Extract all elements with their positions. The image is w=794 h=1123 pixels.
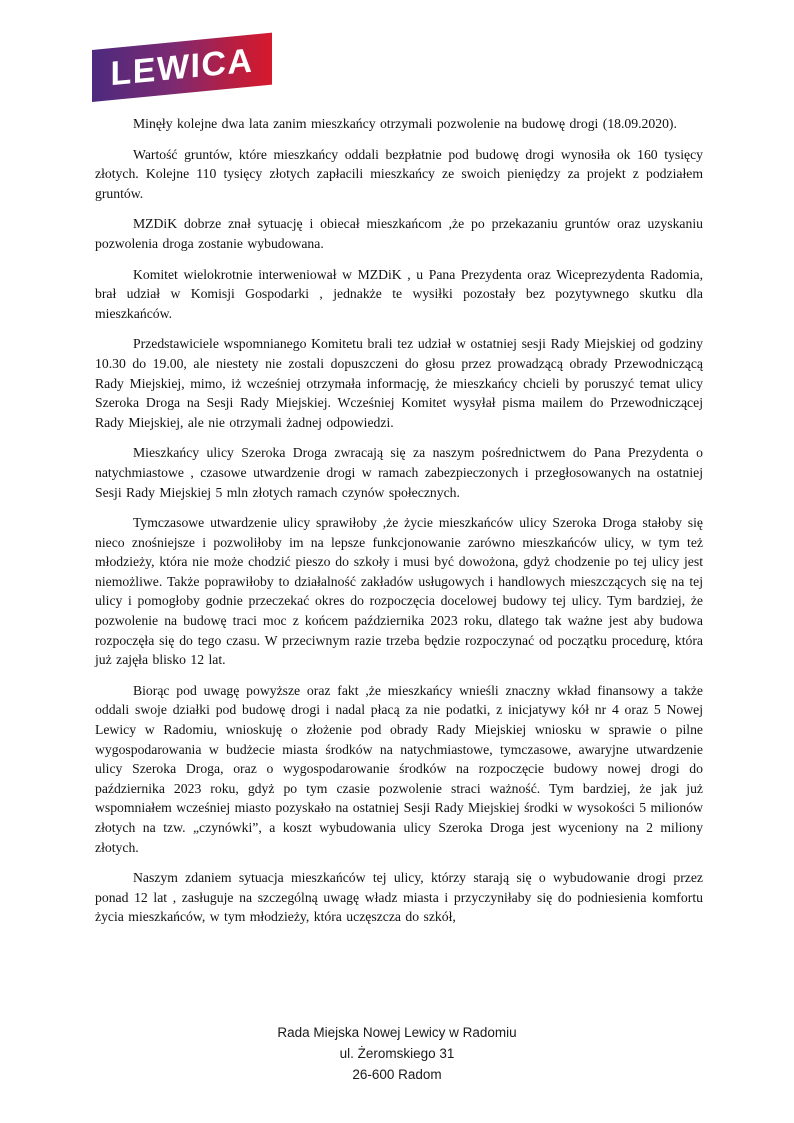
- paragraph: Komitet wielokrotnie interweniował w MZDiK , u Pana Prezydenta oraz Wiceprezydenta Radomia, brał udział w Komisji Gospodarki , jednakże te wysiłki pozostały bez pozytywnego skutku dla mieszkańców.: [95, 266, 703, 321]
- paragraph: Naszym zdaniem sytuacja mieszkańców tej ulicy, którzy starają się o wybudowanie drogi przez ponad 12 lat , zasługuje na szczególną uwagę władz miasta i przyczyniłaby się do podniesienia komfortu życia mieszkańców, w tym młodzieży, która uczęszcza do szkół,: [95, 870, 703, 925]
- body-paragraphs: [95, 114, 703, 938]
- footer-street: ul. Żeromskiego 31: [339, 1046, 455, 1061]
- paragraph: Przedstawiciele wspomnianego Komitetu brali tez udział w ostatniej sesji Rady Miejskiej od godziny 10.30 do 19.00, ale niestety nie zostali dopuszczeni do głosu przez prowadzącą obrady Przewodniczącą Rady Miejskiej, mimo, iż wcześniej otrzymała informację, że mieszkańcy chcieli by poruszyć temat ulicy Szeroka Droga na Sesji Rady Miejskiej. Wcześniej Komitet wysyłał pisma mailem do Przewodniczącej Rady Miejskiej, ale nie otrzymali żadnej odpowiedzi.: [95, 336, 703, 430]
- logo-banner: [92, 33, 272, 102]
- paragraph: Mieszkańcy ulicy Szeroka Droga zwracają się za naszym pośrednictwem do Pana Prezydenta o natychmiastowe , czasowe utwardzenie drogi w ramach zabezpieczonych i przegłosowanych na ostatniej Sesji Rady Miejskiej 5 mln złotych ramach czynów społecznych.: [95, 445, 703, 500]
- paragraph: Biorąc pod uwagę powyższe oraz fakt ,że mieszkańcy wnieśli znaczny wkład finansowy a także oddali swoje działki pod budowę drogi i nadal płacą za nie podatki, z inicjatywy kół nr 4 oraz 5 Nowej Lewicy w Radomiu, wnioskuję o złożenie pod obrady Rady Miejskiej wniosku w sprawie o pilne wygospodarowania w budżecie miasta środków na natychmiastowe, tymczasowe, awaryjne utwardzenie ulicy Szeroka Droga, oraz o wygospodarowanie środków na rozpoczęcie budowy nowej drogi do października 2023 roku, gdyż po tym czasie pozwolenie straci ważność. Tym bardziej, że jak już wspomniałem wcześniej miasto pozyskało na ostatniej Sesji Rady Miejskiej środki w wysokości 5 milionów złotych na tzw. „czynówki”, a koszt wybudowania ulicy Szeroka Droga jest wyceniony na 2 miliony złotych.: [95, 682, 703, 855]
- logo-text: LEWICA: [110, 41, 254, 94]
- footer: [0, 1022, 794, 1085]
- footer-postal-city: 26-600 Radom: [352, 1067, 442, 1082]
- paragraph: Wartość gruntów, które mieszkańcy oddali bezpłatnie pod budowę drogi wynosiła ok 160 tysięcy złotych. Kolejne 110 tysięcy złotych zapłacili mieszkańcy ze swoich pieniędzy za projekt z podziałem gruntów.: [95, 146, 703, 201]
- paragraph: Tymczasowe utwardzenie ulicy sprawiłoby ,że życie mieszkańców ulicy Szeroka Droga stałoby się nieco znośniejsze i pozwoliłoby im na lepsze funkcjonowanie zarówno mieszkańców ulicy, w tym też młodzieży, która nie może chodzić pieszo do szkoły i musi być dowożona, gdyż chodzenie po tej ulicy jest niemożliwe. Także poprawiłoby to działalność zakładów usługowych i handlowych mieszczących się na tej ulicy i pomogłoby godnie przeczekać okres do rozpoczęcia docelowej budowy tej ulicy. Tym bardziej, że pozwolenie na budowę traci moc z końcem października 2023 roku, dlatego tak ważne jest aby budowa rozpoczęła się do tego czasu. W przeciwnym razie trzeba będzie rozpoczynać od początku procedurę, która już zajęła blisko 12 lat.: [95, 515, 703, 668]
- lewica-logo: [92, 41, 272, 104]
- footer-organization: Rada Miejska Nowej Lewicy w Radomiu: [277, 1025, 517, 1040]
- paragraph: MZDiK dobrze znał sytuację i obiecał mieszkańcom ,że po przekazaniu gruntów oraz uzyskaniu pozwolenia droga zostanie wybudowana.: [95, 216, 703, 251]
- paragraph: Minęły kolejne dwa lata zanim mieszkańcy otrzymali pozwolenie na budowę drogi (18.09.2020).: [133, 116, 677, 131]
